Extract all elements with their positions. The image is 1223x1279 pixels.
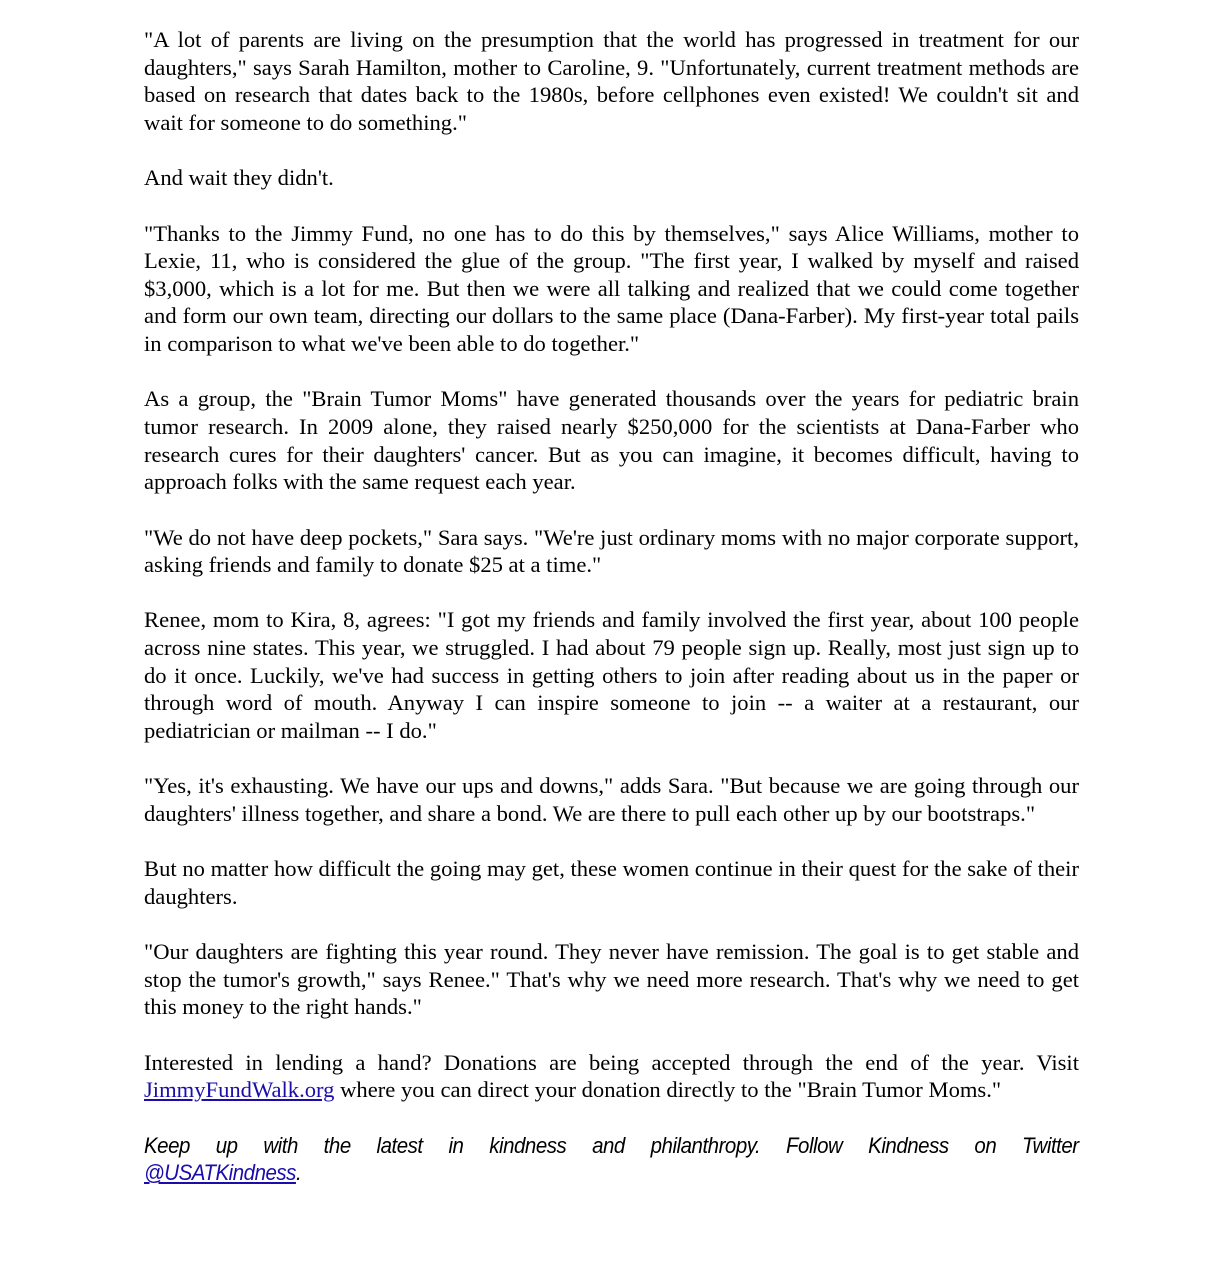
paragraph: And wait they didn't. — [144, 165, 334, 191]
follow-paragraph — [144, 1132, 1079, 1187]
usat-kindness-twitter-link[interactable]: @USATKindness — [144, 1160, 296, 1186]
paragraph: As a group, the "Brain Tumor Moms" have generated thousands over the years for pediatric brain tumor research. In 2009 alone, they raised nearly $250,000 for the scientists at Dana-Farber who research cures for their daughters' cancer. But as you can imagine, it becomes difficult, having to approach folks with the same request each year. — [144, 386, 1079, 495]
donate-text: Interested in lending a hand? Donations are being accepted through the end of the year. Visit — [144, 1049, 1079, 1075]
jimmy-fund-walk-link[interactable]: JimmyFundWalk.org — [144, 1077, 335, 1103]
follow-text-end: . — [295, 1160, 302, 1186]
donate-text-end: where you can direct your donation directly to the "Brain Tumor Moms." — [334, 1077, 1002, 1103]
paragraph: But no matter how difficult the going may get, these women continue in their quest for the sake of their daughters. — [144, 856, 1079, 909]
paragraph: "Our daughters are fighting this year round. They never have remission. The goal is to get stable and stop the tumor's growth," says Renee." That's why we need more research. That's why we need to get this money to the right hands." — [144, 939, 1079, 1020]
paragraph: "Yes, it's exhausting. We have our ups and downs," adds Sara. "But because we are going through our daughters' illness together, and share a bond. We are there to pull each other up by our bootstraps." — [144, 773, 1079, 826]
donate-paragraph — [144, 1049, 1079, 1104]
paragraph: "We do not have deep pockets," Sara says. "We're just ordinary moms with no major corporate support, asking friends and family to donate $25 at a time." — [144, 524, 1079, 578]
paragraph: Renee, mom to Kira, 8, agrees: "I got my friends and family involved the first year, about 100 people across nine states. This year, we struggled. I had about 79 people sign up. Really, most just sign up to do it once. Luckily, we've had success in getting others to join after reading about us in the paper or through word of mouth. Anyway I can inspire someone to join -- a waiter at a restaurant, our pediatrician or mailman -- I do." — [144, 607, 1079, 743]
paragraph: "Thanks to the Jimmy Fund, no one has to do this by themselves," says Alice Williams, mother to Lexie, 11, who is considered the glue of the group. "The first year, I walked by myself and raised $3,000, which is a lot for me. But then we were all talking and realized that we could come together and form our own team, directing our dollars to the same place (Dana-Farber). My first-year total pails in comparison to what we've been able to do together." — [144, 220, 1079, 356]
article-body — [144, 26, 1079, 1215]
follow-text: Keep up with the latest in kindness and philanthropy. Follow Kindness on Twitter — [144, 1132, 1079, 1158]
paragraph: "A lot of parents are living on the presumption that the world has progressed in treatment for our daughters," says Sarah Hamilton, mother to Caroline, 9. "Unfortunately, current treatment methods are based on research that dates back to the 1980s, before cellphones even existed! We couldn't sit and wait for someone to do something." — [144, 27, 1079, 135]
